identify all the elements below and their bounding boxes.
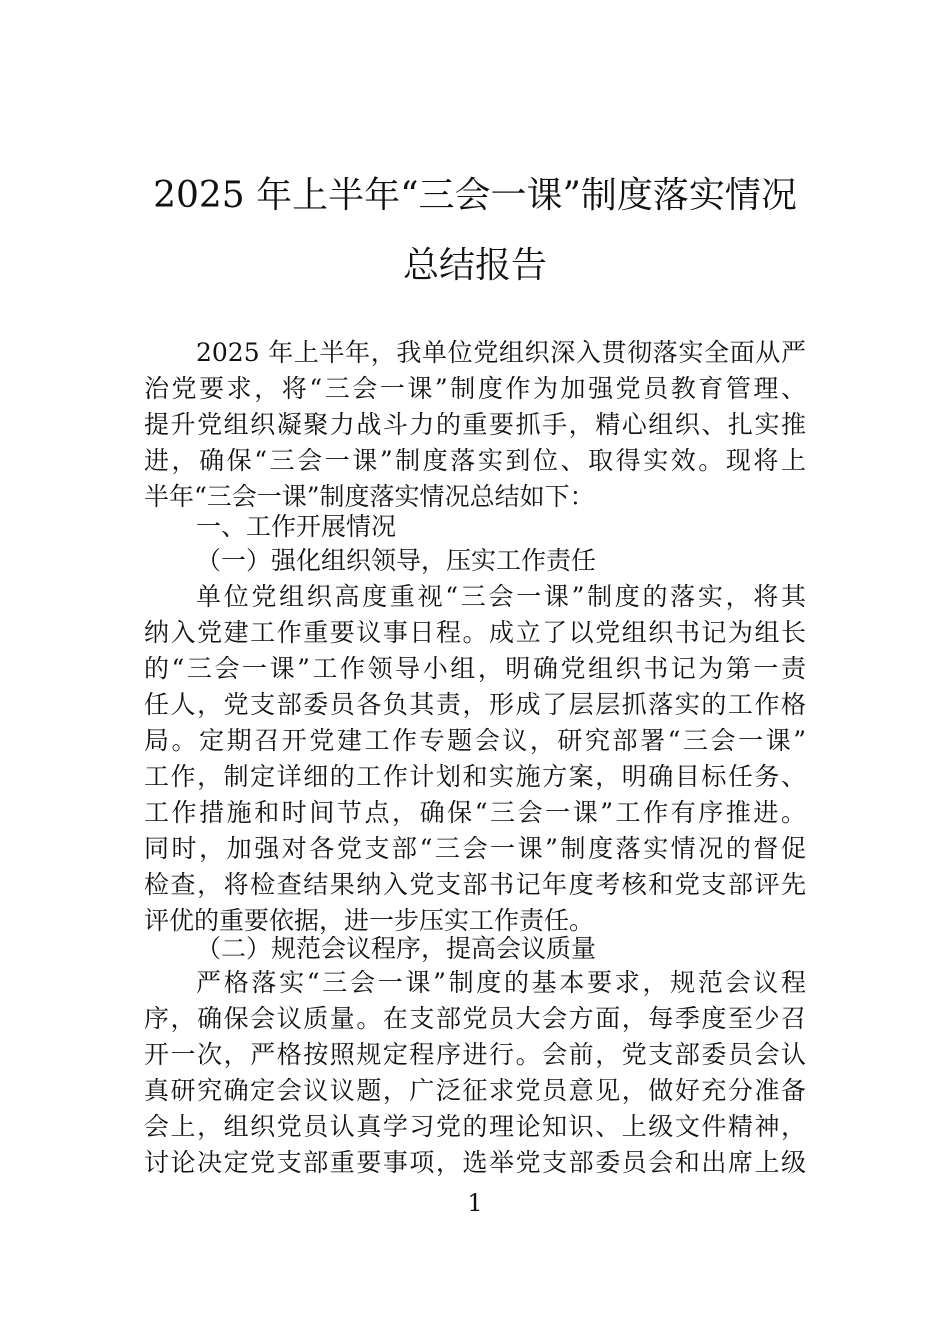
paragraph-line: 开一次，严格按照规定程序进行。会前，党支部委员会认 [144, 1040, 806, 1069]
subsection-heading: （一）强化组织领导，压实工作责任 [196, 546, 597, 575]
paragraph-line: 局。定期召开党建工作专题会议，研究部署“三会一课” [144, 726, 806, 755]
page-number: 1 [467, 1189, 483, 1217]
paragraph-line: 任人，党支部委员各负其责，形成了层层抓落实的工作格 [144, 690, 806, 719]
paragraph-line: 评优的重要依据，进一步压实工作责任。 [144, 906, 595, 935]
paragraph-line: 真研究确定会议议题，广泛征求党员意见，做好充分准备 [144, 1076, 806, 1105]
document-title-line-2: 总结报告 [402, 245, 547, 286]
paragraph-line: 会上，组织党员认真学习党的理论知识、上级文件精神， [144, 1112, 806, 1141]
paragraph-line: 序，确保会议质量。在支部党员大会方面，每季度至少召 [144, 1004, 806, 1033]
paragraph-line: 治党要求，将“三会一课”制度作为加强党员教育管理、 [144, 374, 806, 403]
paragraph-line: 讨论决定党支部重要事项，选举党支部委员会和出席上级 [144, 1148, 806, 1177]
paragraph-line: 检查，将检查结果纳入党支部书记年度考核和党支部评先 [144, 870, 806, 899]
paragraph-line: 提升党组织凝聚力战斗力的重要抓手，精心组织、扎实推 [144, 410, 806, 439]
paragraph-line: 工作措施和时间节点，确保“三会一课”工作有序推进。 [144, 798, 806, 827]
paragraph-line: 单位党组织高度重视“三会一课”制度的落实，将其 [196, 582, 806, 611]
document-title-line-1: 2025 年上半年“三会一课”制度落实情况 [153, 175, 797, 216]
subsection-heading: （二）规范会议程序，提高会议质量 [196, 934, 597, 963]
paragraph-line: 严格落实“三会一课”制度的基本要求，规范会议程 [196, 968, 806, 997]
paragraph-line: 同时，加强对各党支部“三会一课”制度落实情况的督促 [144, 834, 806, 863]
section-heading: 一、工作开展情况 [196, 512, 397, 541]
paragraph-line: 纳入党建工作重要议事日程。成立了以党组织书记为组长 [144, 618, 806, 647]
paragraph-line: 进，确保“三会一课”制度落实到位、取得实效。现将上 [144, 446, 806, 475]
paragraph-line: 工作，制定详细的工作计划和实施方案，明确目标任务、 [144, 762, 806, 791]
paragraph-line: 半年“三会一课”制度落实情况总结如下： [144, 482, 595, 511]
paragraph-line: 2025 年上半年，我单位党组织深入贯彻落实全面从严 [196, 338, 806, 367]
paragraph-line: 的“三会一课”工作领导小组，明确党组织书记为第一责 [144, 654, 806, 683]
